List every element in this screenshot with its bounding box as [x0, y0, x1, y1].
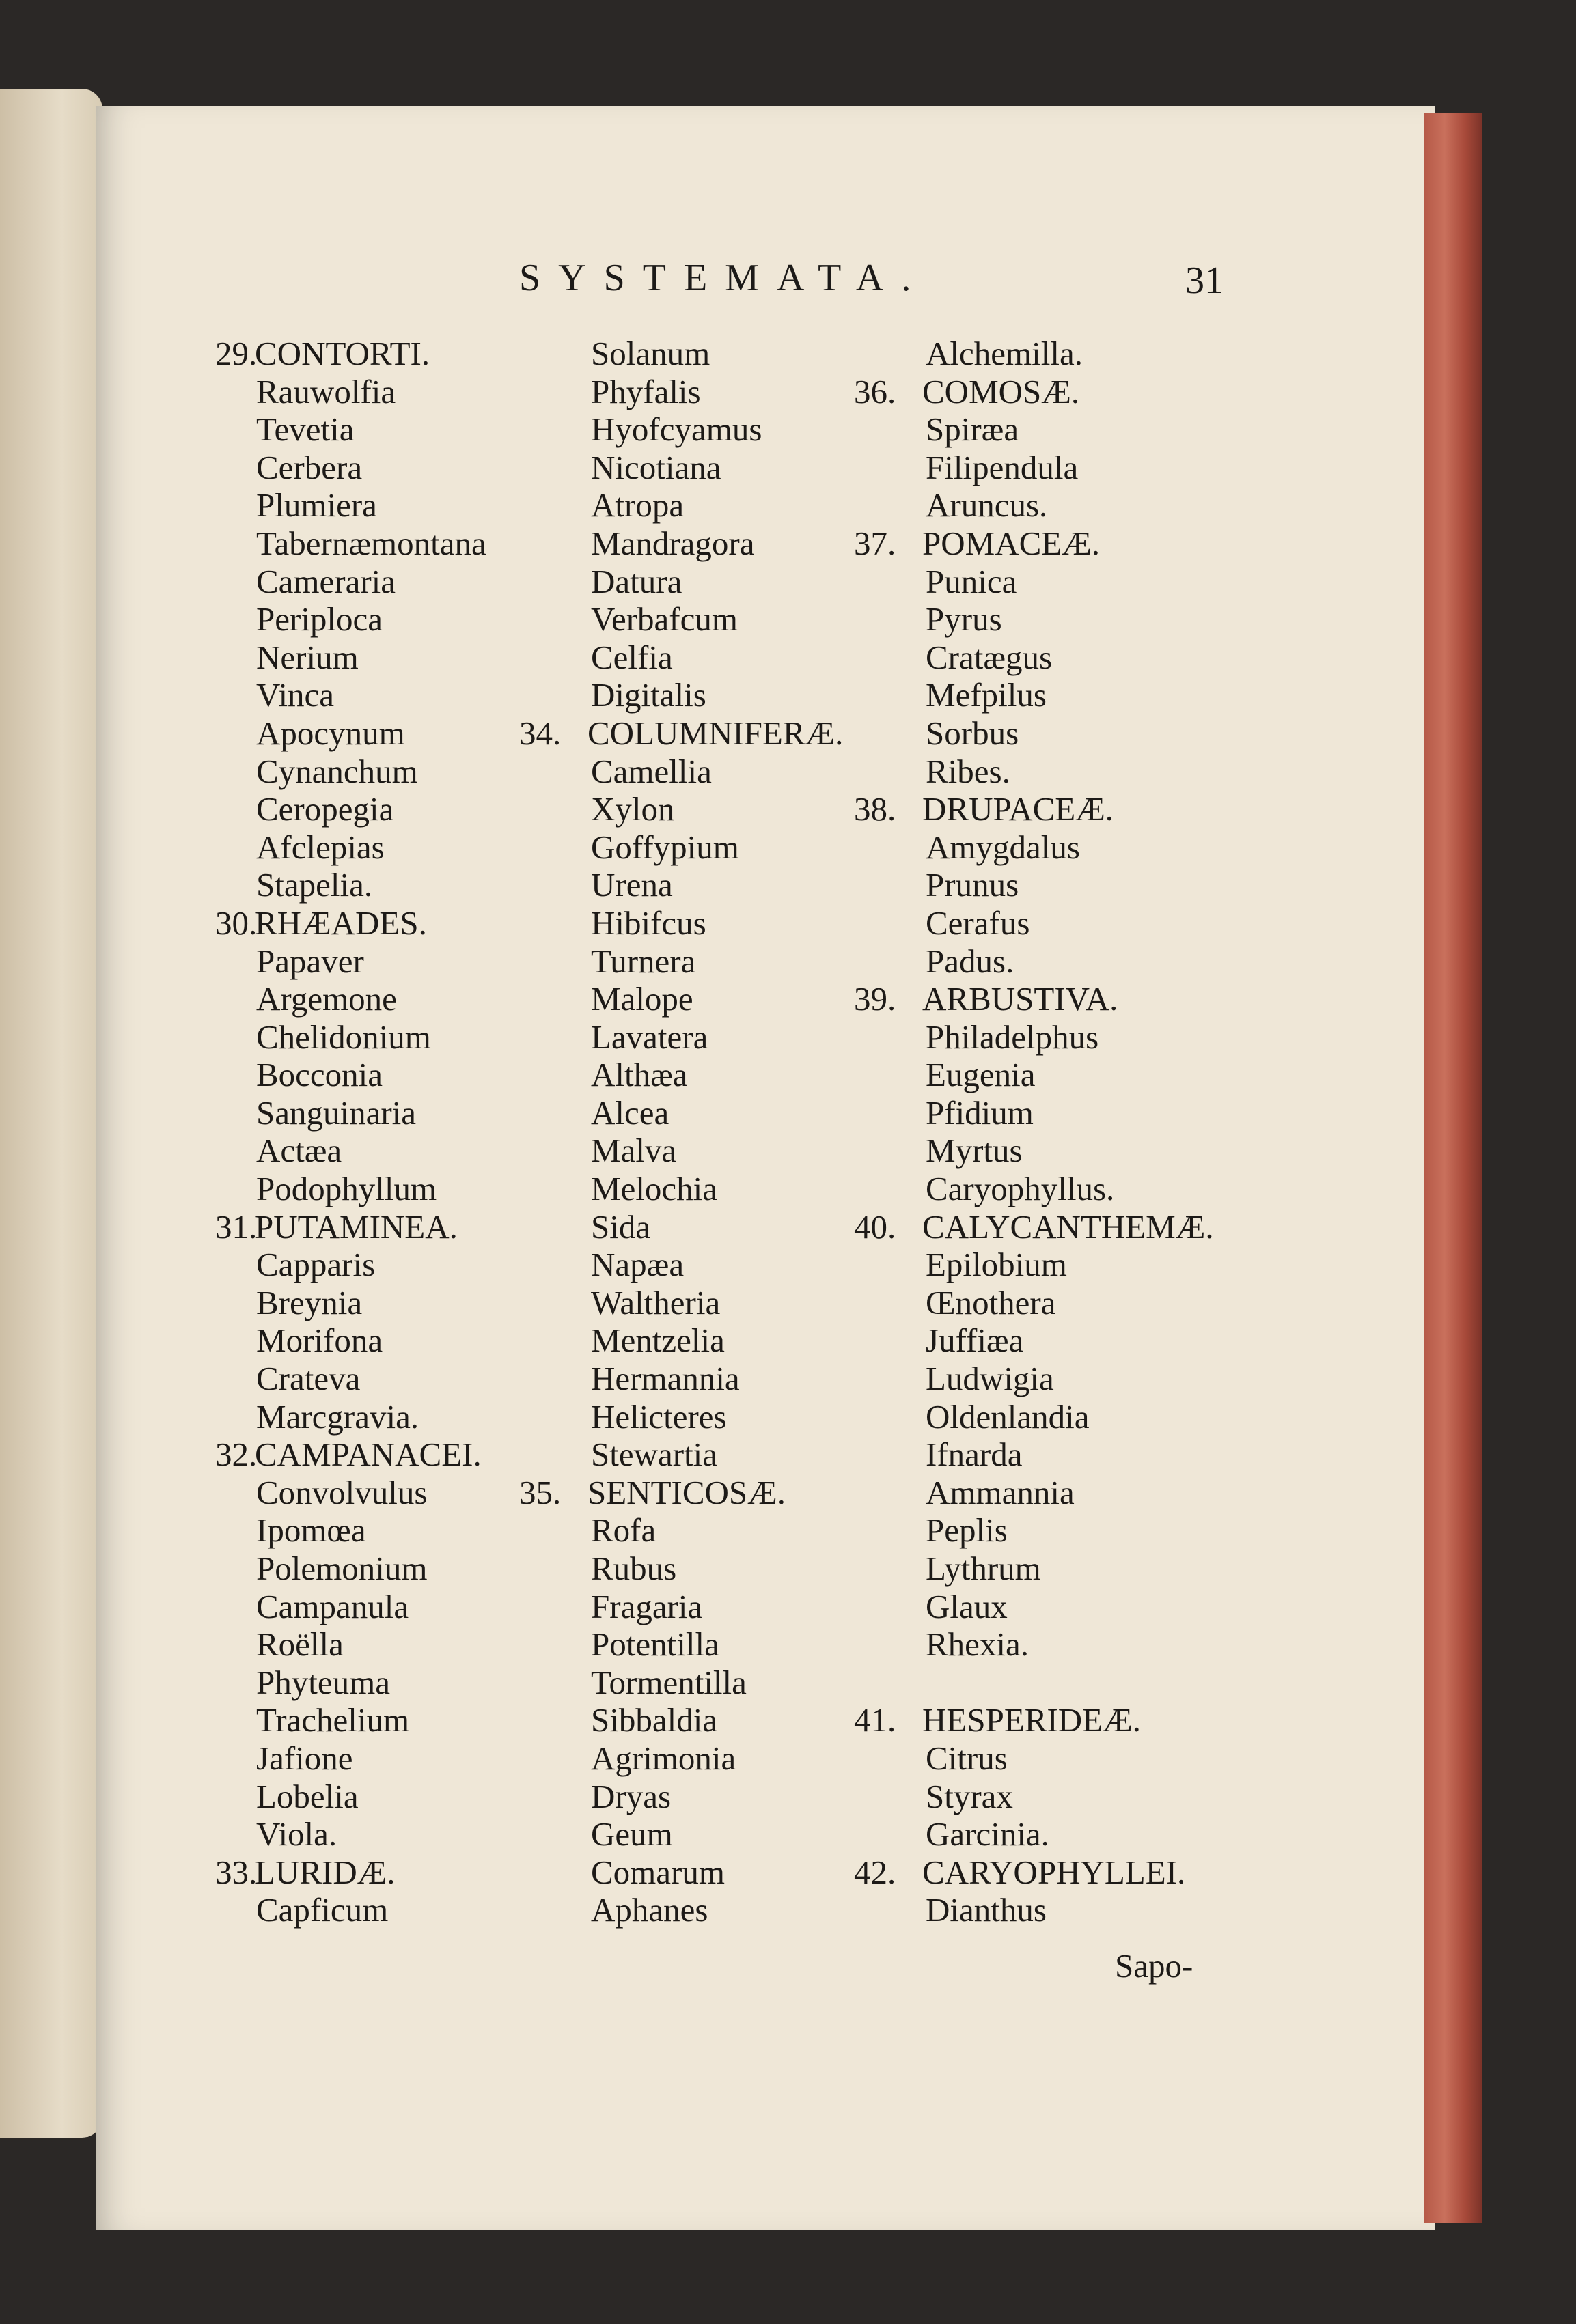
genus-entry: Apocynum — [256, 714, 405, 752]
genus-entry: Amygdalus — [926, 828, 1080, 866]
column-1 — [215, 335, 570, 1929]
genus-entry: Podophyllum — [256, 1170, 437, 1208]
genus-entry: Convolvulus — [256, 1473, 428, 1511]
blank-line — [854, 1664, 1209, 1702]
red-page-edges — [1424, 113, 1482, 2223]
order-number: 39. — [854, 980, 896, 1018]
genus-entry: Argemone — [256, 980, 397, 1018]
genus-entry: Malope — [591, 980, 693, 1018]
order-heading — [854, 1207, 1214, 1246]
genus-entry: Roëlla — [256, 1625, 344, 1664]
genus-entry: Polemonium — [256, 1550, 428, 1587]
genus-entry: Helicteres — [591, 1397, 727, 1436]
genus-entry: Atropa — [591, 486, 685, 524]
genus-entry: Punica — [926, 562, 1017, 600]
genus-entry: Plumiera — [256, 486, 377, 524]
genus-entry: Actæa — [256, 1132, 342, 1170]
genus-entry: Rauwolfia — [256, 372, 396, 410]
genus-entry: Mandragora — [591, 524, 755, 562]
genus-entry: Cratægus — [926, 638, 1053, 676]
order-heading — [854, 524, 1209, 563]
genus-entry: Stapelia. — [256, 866, 373, 904]
order-name: CALYCANTHEMÆ. — [922, 1207, 1214, 1246]
genus-entry: Campanula — [256, 1587, 409, 1625]
order-number: 30. — [215, 904, 258, 942]
genus-entry: Althæa — [591, 1056, 688, 1094]
genus-entry: Oldenlandia — [926, 1397, 1090, 1436]
genus-entry: Rhexia. — [926, 1625, 1029, 1664]
genus-entry: Tevetia — [256, 410, 355, 449]
order-name: CARYOPHYLLEI. — [922, 1853, 1186, 1891]
genus-entry: Geum — [591, 1815, 673, 1853]
genus-entry: Lythrum — [926, 1550, 1041, 1587]
order-name: DRUPACEÆ. — [922, 790, 1114, 828]
genus-entry: Garcinia. — [926, 1815, 1049, 1853]
running-title: SYSTEMATA. — [519, 257, 929, 299]
order-heading — [854, 1701, 1209, 1739]
genus-entry: Aphanes — [591, 1891, 708, 1929]
genus-entry: Myrtus — [926, 1132, 1023, 1170]
order-name: CAMPANACEI. — [255, 1436, 482, 1474]
catchword: Sapo- — [1115, 1947, 1193, 1985]
order-name: POMACEÆ. — [922, 524, 1101, 562]
genus-entry: Filipendula — [926, 448, 1079, 486]
genus-entry: Ipomœa — [256, 1511, 366, 1550]
genus-entry: Styrax — [926, 1777, 1013, 1815]
page-number: 31 — [1185, 260, 1224, 302]
genus-entry: Prunus — [926, 866, 1019, 904]
order-heading — [215, 1436, 570, 1474]
order-name: CONTORTI. — [255, 335, 430, 372]
genus-entry: Alcea — [591, 1093, 669, 1132]
order-number: 37. — [854, 524, 896, 562]
genus-entry: Eugenia — [926, 1056, 1036, 1094]
order-number: 42. — [854, 1853, 896, 1891]
genus-entry: Ifnarda — [926, 1436, 1023, 1474]
order-heading — [854, 790, 1209, 828]
column-3 — [854, 335, 1214, 1929]
genus-entry: Capparis — [256, 1246, 376, 1284]
genus-entry: Sanguinaria — [256, 1093, 417, 1132]
genus-entry: Morifona — [256, 1321, 383, 1360]
genus-entry: Rubus — [591, 1550, 677, 1587]
order-heading — [854, 980, 1209, 1018]
genus-entry: Nerium — [256, 638, 359, 676]
order-heading — [854, 1853, 1209, 1892]
genus-entry: Datura — [591, 562, 682, 600]
genus-entry: Turnera — [591, 942, 696, 980]
facing-page-edge — [0, 89, 102, 2138]
genus-entry: Comarum — [591, 1853, 725, 1891]
genus-entry: Tormentilla — [591, 1663, 747, 1701]
genus-entry: Cameraria — [256, 562, 396, 600]
genus-entry: Cynanchum — [256, 752, 418, 790]
genus-entry: Phyteuma — [256, 1663, 390, 1701]
order-heading — [215, 1208, 570, 1246]
column-2 — [519, 335, 874, 1929]
order-name: COMOSÆ. — [922, 372, 1080, 410]
genus-entry: Aruncus. — [926, 486, 1048, 524]
genus-entry: Waltheria — [591, 1283, 721, 1321]
genus-entry: Philadelphus — [926, 1018, 1099, 1056]
order-name: PUTAMINEA. — [255, 1207, 458, 1246]
genus-entry: Ribes. — [926, 752, 1010, 790]
genus-entry: Mefpilus — [926, 676, 1047, 714]
genus-entry: Nicotiana — [591, 448, 721, 486]
page-header — [0, 256, 1576, 318]
genus-entry: Trachelium — [256, 1701, 410, 1739]
order-name: LURIDÆ. — [255, 1853, 396, 1891]
genus-entry: Xylon — [591, 790, 675, 828]
genus-entry: Ammannia — [926, 1473, 1075, 1511]
genus-entry: Lobelia — [256, 1777, 359, 1815]
genus-entry: Napæa — [591, 1246, 685, 1284]
order-heading — [854, 373, 1209, 411]
genus-entry: Sida — [591, 1207, 651, 1246]
genus-entry: Lavatera — [591, 1018, 708, 1056]
order-name: RHÆADES. — [255, 904, 427, 942]
genus-entry: Papaver — [256, 942, 364, 980]
genus-entry: Celfia — [591, 638, 673, 676]
genus-entry: Chelidonium — [256, 1018, 431, 1056]
genus-entry: Hyofcyamus — [591, 410, 762, 449]
genus-entry: Agrimonia — [591, 1739, 736, 1777]
order-heading — [519, 1474, 874, 1512]
genus-entry: Pfidium — [926, 1093, 1034, 1132]
order-number: 36. — [854, 372, 896, 410]
order-number: 38. — [854, 790, 896, 828]
genus-entry: Peplis — [926, 1511, 1008, 1550]
order-name: HESPERIDEÆ. — [922, 1701, 1141, 1739]
genus-entry: Vinca — [256, 676, 335, 714]
genus-entry: Dryas — [591, 1777, 672, 1815]
genus-entry: Crateva — [256, 1360, 361, 1398]
genus-entry: Jafione — [256, 1739, 353, 1777]
genus-entry: Camellia — [591, 752, 712, 790]
order-number: 34. — [519, 714, 562, 752]
genus-entry: Marcgravia. — [256, 1397, 419, 1436]
genus-entry: Capficum — [256, 1891, 389, 1929]
genus-entry: Ceropegia — [256, 790, 394, 828]
genus-entry: Cerbera — [256, 448, 363, 486]
genus-entry: Glaux — [926, 1587, 1008, 1625]
genus-entry: Rofa — [591, 1511, 656, 1550]
genus-entry: Viola. — [256, 1815, 337, 1853]
order-number: 31. — [215, 1207, 258, 1246]
genus-entry: Padus. — [926, 942, 1014, 980]
genus-entry: Fragaria — [591, 1587, 703, 1625]
order-heading — [519, 714, 874, 753]
genus-entry: Digitalis — [591, 676, 706, 714]
genus-entry: Sorbus — [926, 714, 1019, 752]
genus-entry: Citrus — [926, 1739, 1008, 1777]
genus-entry: Tabernæmontana — [256, 524, 486, 562]
genus-entry: Phyfalis — [591, 372, 701, 410]
genus-entry: Stewartia — [591, 1436, 718, 1474]
order-name: COLUMNIFERÆ. — [587, 714, 844, 752]
genus-entry: Verbafcum — [591, 600, 738, 639]
genus-entry: Breynia — [256, 1283, 363, 1321]
genus-entry: Bocconia — [256, 1056, 383, 1094]
genus-entry: Juffiæa — [926, 1321, 1024, 1360]
genus-entry: Solanum — [591, 335, 710, 372]
order-number: 33. — [215, 1853, 258, 1891]
genus-entry: Melochia — [591, 1170, 718, 1208]
order-heading — [215, 335, 570, 373]
order-name: SENTICOSÆ. — [587, 1473, 786, 1511]
genus-entry: Œnothera — [926, 1283, 1056, 1321]
genus-entry: Dianthus — [926, 1891, 1047, 1929]
genus-entry: Cerafus — [926, 904, 1030, 942]
genus-entry: Hermannia — [591, 1360, 740, 1398]
order-heading — [215, 1853, 570, 1892]
order-number: 35. — [519, 1473, 562, 1511]
genus-entry: Alchemilla. — [926, 335, 1083, 372]
genus-entry: Caryophyllus. — [926, 1170, 1115, 1208]
genus-entry: Malva — [591, 1132, 677, 1170]
genus-entry: Pyrus — [926, 600, 1002, 639]
genus-entry: Spiræa — [926, 410, 1019, 449]
order-heading — [215, 904, 570, 942]
genus-entry: Afclepias — [256, 828, 385, 866]
genus-entry: Urena — [591, 866, 673, 904]
genus-entry: Hibifcus — [591, 904, 706, 942]
genus-entry: Sibbaldia — [591, 1701, 718, 1739]
genus-entry: Periploca — [256, 600, 383, 639]
order-name: ARBUSTIVA. — [922, 980, 1118, 1018]
order-number: 32. — [215, 1436, 258, 1474]
order-number: 40. — [854, 1207, 896, 1246]
genus-entry: Potentilla — [591, 1625, 719, 1664]
genus-entry: Epilobium — [926, 1246, 1067, 1284]
genus-entry: Goffypium — [591, 828, 739, 866]
genus-entry: Mentzelia — [591, 1321, 725, 1360]
order-number: 29. — [215, 335, 258, 372]
genus-entry: Ludwigia — [926, 1360, 1054, 1398]
order-number: 41. — [854, 1701, 896, 1739]
